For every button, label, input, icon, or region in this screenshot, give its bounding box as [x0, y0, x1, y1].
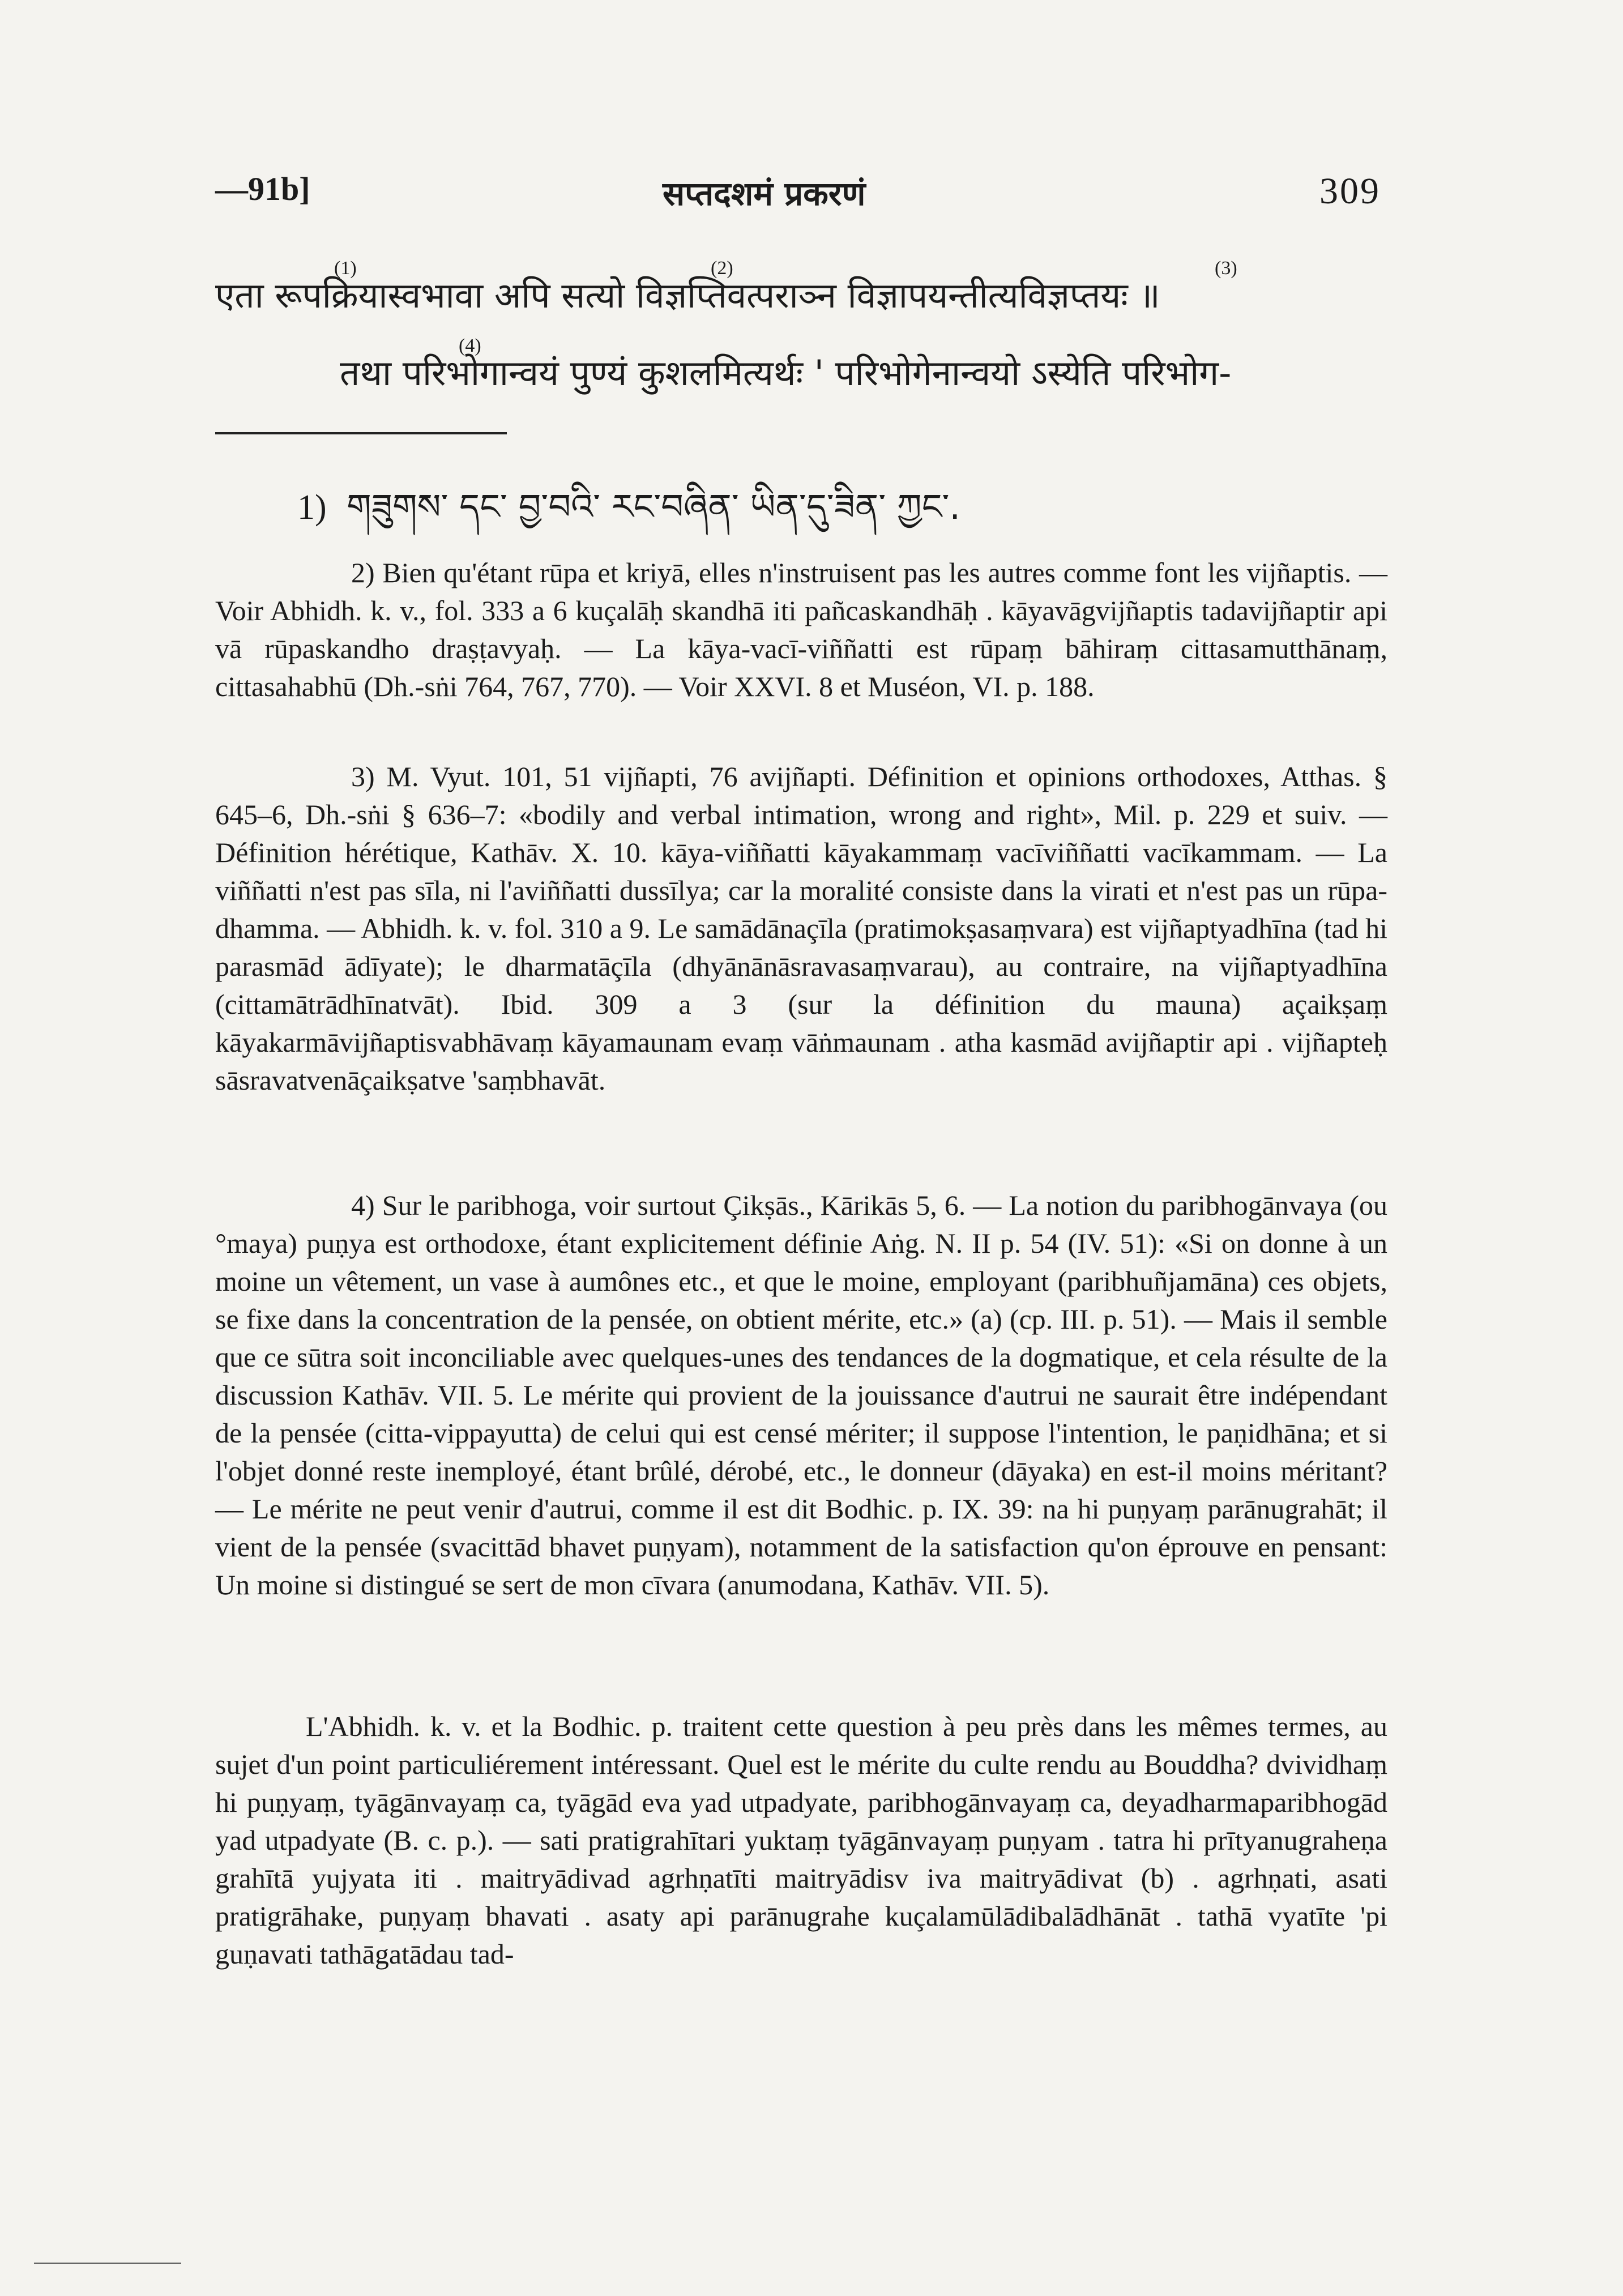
footnote-3: 3) M. Vyut. 101, 51 vijñapti, 76 avijñapti. Définition et opinions orthodoxes, Atthas. § 645–6, Dh.-sṅi § 636–7: «bodily and verbal intimation, wrong and right», Mil. p. 229 et suiv. — Définition hérétique, Kathāv. X. 10. kāya-viññatti kāyakammaṃ vacīviññatti vacīkammam. — La viññatti n'est pas sīla, ni l'aviññatti dussīlya; car la moralité consiste dans la virati et n'est pas un rūpa-dhamma. — Abhidh. k. v. fol. 310 a 9. Le samādānaçīla (pratimokṣasaṃvara) est vijñaptyadhīna (tad hi parasmād ādīyate); le dharmatāçīla (dhyānānāsravasaṃvarau), au contraire, na vijñaptyadhīna (cittamātrādhīnatvāt). Ibid. 309 a 3 (sur la définition du mauna) açaikṣaṃ kāyakarmāvijñaptisvabhāvaṃ kāyamaunam evaṃ vāṅmaunam . atha kasmād avijñaptir api . vijñapteḥ sāsravatvenāçaikṣatve 'saṃbhavāt. — [215, 761, 1387, 1096]
footnote-divider — [215, 432, 507, 434]
chapter-title: सप्तदशमं प्रकरणं — [663, 174, 866, 213]
footnote-mark-1: (1) — [334, 258, 357, 279]
section-ref: —91b] — [215, 170, 310, 207]
devanagari-line-1: एता रूपक्रियास्वभावा अपि सत्यो विज्ञप्तिवत्पराञ्न विज्ञापयन्तीत्यविज्ञप्तयः ॥ — [215, 275, 1160, 316]
footnote-mark-2: (2) — [711, 258, 733, 279]
footnote-2: 2) Bien qu'étant rūpa et kriyā, elles n'instruisent pas les autres comme font les vijñaptis. — Voir Abhidh. k. v., fol. 333 a 6 kuçalāḥ skandhā iti pañcaskandhāḥ . kāyavāgvijñaptis tadavijñaptir api vā rūpaskandho draṣṭavyaḥ. — La kāya-vacī-viññatti est rūpaṃ bāhiraṃ cittasamutthānaṃ, cittasahabhū (Dh.-sṅi 764, 767, 770). — Voir XXVI. 8 et Muséon, VI. p. 188. — [215, 557, 1387, 702]
footnote-mark-4: (4) — [459, 335, 481, 356]
margin-scratch — [34, 2263, 181, 2264]
page-number: 309 — [1319, 170, 1381, 212]
devanagari-line-2: तथा परिभोगान्वयं पुण्यं कुशलमित्यर्थः ' परिभोगेनान्वयो ऽस्येति परिभोग- — [340, 352, 1232, 394]
footnote-4: 4) Sur le paribhoga, voir surtout Çikṣās., Kārikās 5, 6. — La notion du paribhogānvaya (ou °maya) puṇya est orthodoxe, étant explicitement définie Aṅg. N. II p. 54 (IV. 51): «Si on donne à un moine un vêtement, un vase à aumônes etc., et que le moine, employant (paribhuñjamāna) ces objets, se fixe dans la concentration de la pensée, on obtient mérite, etc.» (a) (cp. III. p. 51). — Mais il semble que ce sūtra soit inconciliable avec quelques-unes des tendances de la dogmatique, et cela résulte de la discussion Kathāv. VII. 5. Le mérite qui provient de la jouissance d'autrui ne saurait être indépendant de la pensée (citta-vippayutta) de celui qui est censé mériter; il suppose l'intention, le paṇidhāna; et si l'objet donné reste inemployé, étant brûlé, dérobé, etc., le donneur (dāyaka) en est-il moins méritant? — Le mérite ne peut venir d'autrui, comme il est dit Bodhic. p. IX. 39: na hi puṇyaṃ parānugrahāt; il vient de la pensée (svacittād bhavet puṇyam), notamment de la satisfaction qu'on éprouve en pensant: Un moine si distingué se sert de mon cīvara (anumodana, Kathāv. VII. 5). — [215, 1189, 1387, 1601]
footnote-4-continuation: L'Abhidh. k. v. et la Bodhic. p. traitent cette question à peu près dans les mêmes termes, au sujet d'un point particuliérement intéressant. Quel est le mérite du culte rendu au Bouddha? dvividhaṃ hi puṇyaṃ, tyāgānvayaṃ ca, tyāgād eva yad utpadyate, paribhogānvayaṃ ca, deyadharmaparibhogād yad utpadyate (B. c. p.). — sati pratigrahītari yuktaṃ tyāgānvayaṃ puṇyam . tatra hi prītyanugraheṇa grahītā yujyata iti . maitryādivad agrhṇatīti maitryādisv iva maitryādivat (b) . agrhṇati, asati pratigrāhake, puṇyaṃ bhavati . asaty api parānugrahe kuçalamūlādibalādhānāt . tathā vyatīte 'pi guṇavati tathāgatādau tad- — [215, 1710, 1387, 1970]
footnote-1 — [297, 467, 960, 566]
footnote-1-number: 1) — [297, 488, 327, 527]
footnote-mark-3: (3) — [1215, 258, 1237, 279]
tibetan-text: གཟུགས་ དང་ བྱ་བའི་ རང་བཞིན་ ཡིན་དུ་ཟིན་ ཀྱང་. — [347, 486, 961, 527]
